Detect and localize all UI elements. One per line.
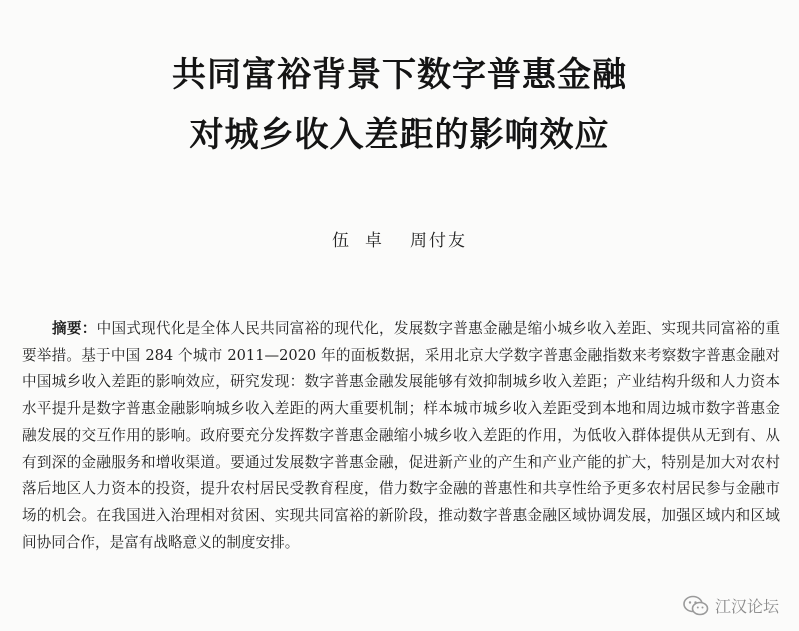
paper-title-line-2: 对城乡收入差距的影响效应 xyxy=(189,115,610,155)
source-watermark xyxy=(683,594,779,617)
author-1: 伍卓 xyxy=(332,231,398,251)
watermark-text: 江汉论坛 xyxy=(714,597,779,616)
abstract-label: 摘要： xyxy=(52,320,97,337)
authors xyxy=(0,233,799,250)
wechat-icon xyxy=(683,595,709,617)
paper-title-line-1: 共同富裕背景下数字普惠金融 xyxy=(172,55,627,95)
abstract xyxy=(22,316,780,556)
abstract-text: 中国式现代化是全体人民共同富裕的现代化，发展数字普惠金融是缩小城乡收入差距、实现共同富裕的重要举措。基于中国 284 个城市 2011—2020 年的面板数据，采用北京大学数字普惠金融指数来考察数字普惠金融对中国城乡收入差距的影响效应，研究发现：数字普惠金融发展能够有效抑制城乡收入差距；产业结构升级和人力资本水平提升是数字普惠金融影响城乡收入差距的两大重要机制；样本城市城乡收入差距受到本地和周边城市数字普惠金融发展的交互作用的影响。政府要充分发挥数字普惠金融缩小城乡收入差距的作用，为低收入群体提供从无到有、从有到深的金融服务和增收渠道。要通过发展数字普惠金融，促进新产业的产生和产业产能的扩大，特别是加大对农村落后地区人力资本的投资，提升农村居民受教育程度，借力数字金融的普惠性和共享性给予更多农村居民参与金融市场的机会。在我国进入治理相对贫困、实现共同富裕的新阶段，推动数字普惠金融区域协调发展，加强区域内和区域间协同合作，是富有战略意义的制度安排。 xyxy=(22,320,780,551)
author-2: 周付友 xyxy=(410,231,467,251)
